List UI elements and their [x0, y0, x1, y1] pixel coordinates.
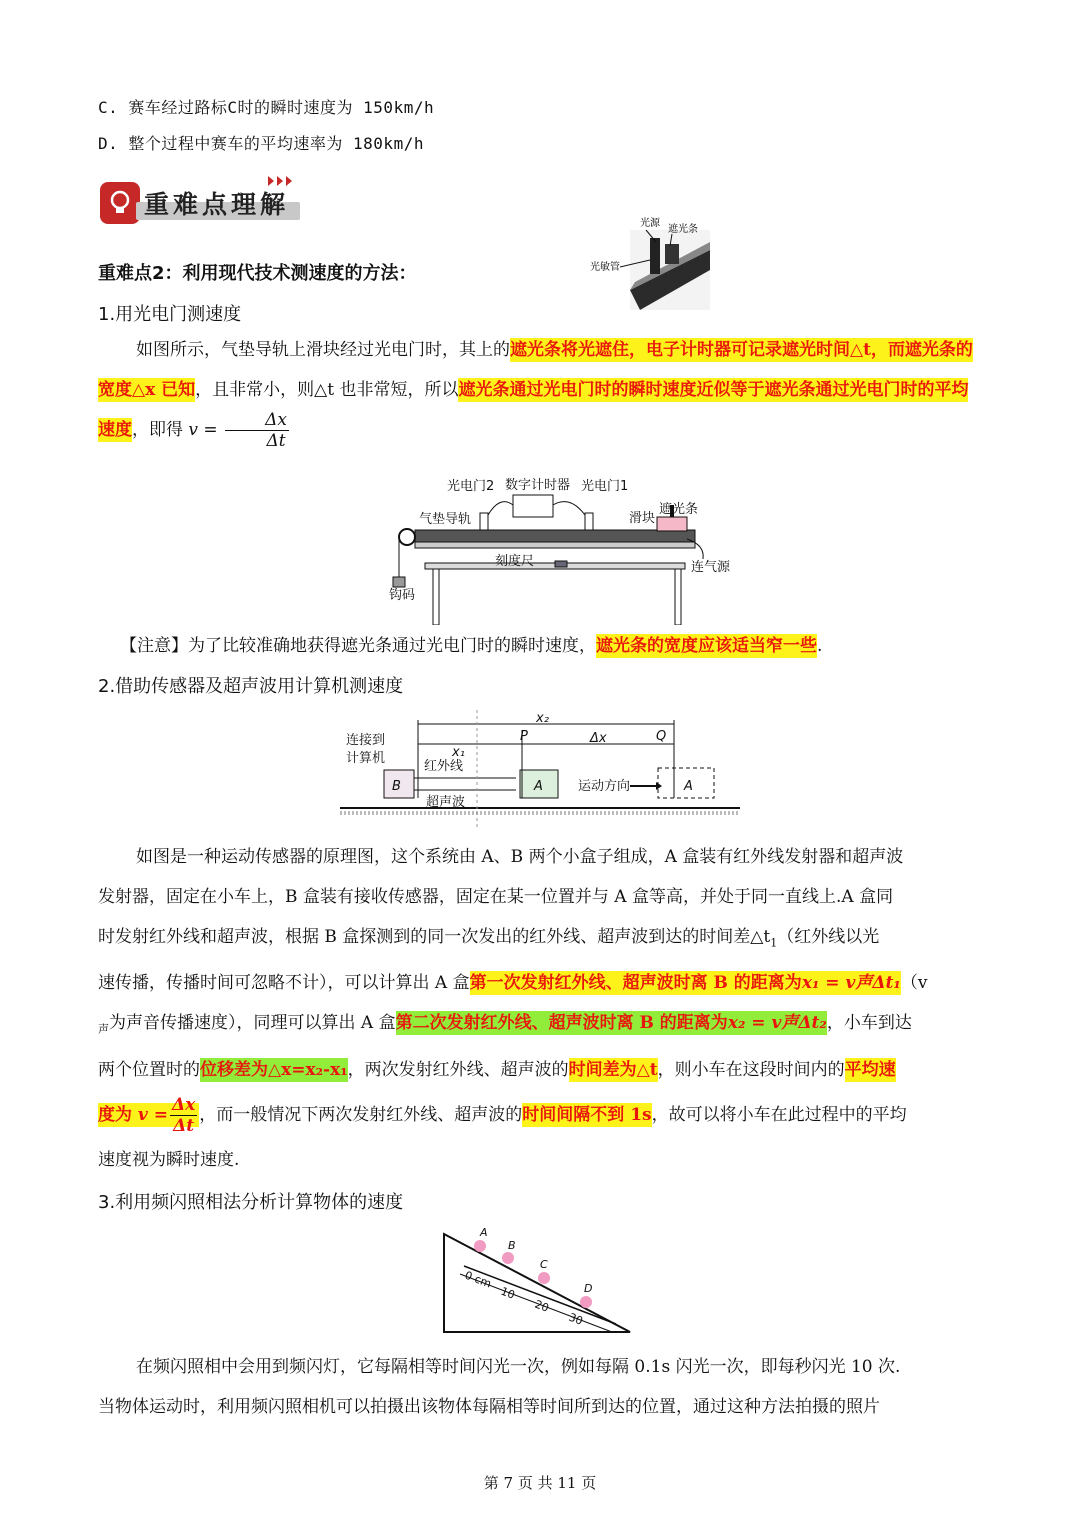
label-sensor: 光敏管 — [590, 262, 620, 273]
label-gate1: 光电门1 — [581, 479, 629, 494]
highlight-first-distance: 第一次发射红外线、超声波时离 B 的距离为 — [469, 973, 802, 994]
label-timer: 数字计时器 — [505, 478, 571, 493]
formula-v: v = — [188, 420, 218, 440]
label-motion: 运动方向 — [578, 779, 631, 794]
label-infrared: 红外线 — [424, 759, 464, 774]
highlight-second-distance: 第二次发射红外线、超声波时离 B 的距离为 — [395, 1013, 728, 1034]
section-banner — [100, 182, 300, 224]
air-track-diagram — [385, 475, 735, 625]
label-connect1: 连接到 — [346, 733, 386, 748]
label-tick-30: 30 — [566, 1310, 585, 1328]
label-tick-0: 0 cm — [462, 1268, 494, 1291]
incline-diagram — [440, 1228, 640, 1338]
highlight-interval: 时间间隔不到 1s — [522, 1104, 652, 1125]
arrows-icon — [268, 176, 298, 186]
label-ball-a: A — [480, 1228, 488, 1239]
formula-x1: x₁ = v声Δt₁ — [801, 973, 901, 994]
label-slider: 滑块 — [629, 511, 656, 526]
section-3-title: 3.利用频闪照相法分析计算物体的速度 — [98, 1192, 404, 1213]
label-q: Q — [656, 729, 667, 744]
label-ball-d: D — [584, 1282, 593, 1295]
label-gate2: 光电门2 — [447, 479, 495, 494]
label-box-b: B — [392, 779, 401, 794]
formula-x2: x₂ = v声Δt₂ — [727, 1013, 827, 1034]
label-p: P — [520, 729, 528, 744]
label-ball-b: B — [508, 1239, 516, 1252]
section-2-title: 2.借助传感器及超声波用计算机测速度 — [98, 676, 404, 697]
highlight-note: 遮光条的宽度应该适当窄一些 — [596, 636, 817, 656]
formula-fraction-2: $\frac{\Delta x}{\Delta t}$ — [171, 1094, 196, 1136]
page-heading: 重难点2：利用现代技术测速度的方法： — [98, 263, 417, 284]
label-box-a: A — [534, 779, 543, 794]
highlight-speed-formula: 度为 v = $\frac{\Delta x}{\Delta t}$ — [98, 1103, 199, 1127]
sensor-diagram — [340, 710, 740, 835]
section-1-note: 【注意】为了比较准确地获得遮光条通过光电门时的瞬时速度，遮光条的宽度应该适当窄一些. — [120, 636, 823, 656]
section-2-paragraph: 如图是一种运动传感器的原理图，这个系统由 A、B 两个小盒子组成，A 盒装有红外线发射器和超声波 发射器，固定在小车上，B 盒装有接收传感器，固定在某一位置并与 A 盒等高，并处于同一直线上.A 盒同 时发射红外线和超声波，根据 B 盒探测到的同一次发出的红外线、超声波到达的时间差$\triangle t_1$（红外线以光 速传播，传播时间可忽略不计），可以计算出 A 盒第一次发射红外线、超声波时离 B 的距离为x₁ = v声Δt₁（v $_声$为声音传播速度），同理可以算出 A 盒第二次发射红外线、超声波时离 B 的距离为x₂ = v声Δt₂，小车到达 两个位置时的位移差为△x=x₂-x₁，两次发射红外线、超声波的时间差为△t，则小车在这段时间内的平均速 度为 v = $\frac{\Delta x}{\Delta t}$ ，而一般情况下两次发射红外线、超声波的时间间隔不到 1s，故可以将小车在此过程中的平均 速度视为瞬时速度. — [98, 847, 928, 1170]
highlight-displacement: 位移差为△x=x₂-x₁ — [200, 1059, 348, 1080]
label-weight: 钩码 — [389, 588, 416, 603]
section-1-paragraph: 如图所示，气垫导轨上滑块经过光电门时，其上的遮光条将光遮住，电子计时器可记录遮光时间△t，而遮光条的宽度△x 已知，且非常小，则△t 也非常短，所以遮光条通过光电门时的瞬时速度近似等于遮光条通过光电门时的平均速度，即得 v = $\frac{\Delta x}{\Delta t}$ — [98, 340, 973, 451]
highlight-time-diff: 时间差为△t — [568, 1059, 658, 1080]
label-ball-c: C — [540, 1258, 548, 1271]
lightbulb-icon — [100, 182, 140, 224]
label-rail: 气垫导轨 — [419, 512, 472, 527]
section-3-paragraph: 在频闪照相中会用到频闪灯，它每隔相等时间闪光一次，例如每隔 0.1s 闪光一次，即每秒闪光 10 次. 当物体运动时，利用频闪照相机可以拍摄出该物体每隔相等时间所到达的位置，通过这种方法拍摄的照片 — [98, 1357, 901, 1417]
label-air: 连气源 — [691, 560, 731, 575]
label-dx: Δx — [590, 731, 607, 746]
photogate-photo — [590, 210, 710, 310]
label-tick-20: 20 — [532, 1297, 551, 1315]
highlight-instant: 遮光条通过光电门时的瞬时速度近似等于遮光 — [458, 380, 799, 400]
label-x1: x₁ — [452, 745, 465, 760]
label-x2: x₂ — [536, 711, 549, 726]
page-footer: 第 7 页 共 11 页 — [483, 1474, 597, 1492]
label-ruler: 刻度尺 — [495, 554, 535, 569]
label-ultrasonic: 超声波 — [426, 795, 466, 810]
label-connect2: 计算机 — [346, 751, 386, 766]
label-box-a2: A — [684, 779, 693, 794]
banner-title: 重难点理解 — [144, 190, 290, 219]
option-d: D. 整个过程中赛车的平均速率为 180km/h — [98, 134, 424, 153]
formula-fraction: $\frac{\Delta x}{\Delta t}$ — [225, 410, 289, 451]
section-1-title: 1.用光电门测速度 — [98, 304, 242, 325]
lightbulb-badge — [100, 182, 140, 224]
label-tick-10: 10 — [498, 1284, 517, 1302]
label-shade-strip: 遮光条 — [668, 224, 698, 235]
label-strip: 遮光条 — [659, 502, 699, 517]
highlight-width: 而遮光条的宽度△x 已知 — [98, 340, 973, 400]
highlight-average: 条通过光电门时的平均速度 — [98, 380, 969, 440]
highlight-shade: 遮光条将光遮住，电子计时器可记录遮光时间△t， — [510, 340, 888, 360]
highlight-avg-speed: 平均速 — [844, 1059, 896, 1080]
label-light-source: 光源 — [640, 218, 660, 229]
option-c: C. 赛车经过路标C时的瞬时速度为 150km/h — [98, 98, 435, 117]
